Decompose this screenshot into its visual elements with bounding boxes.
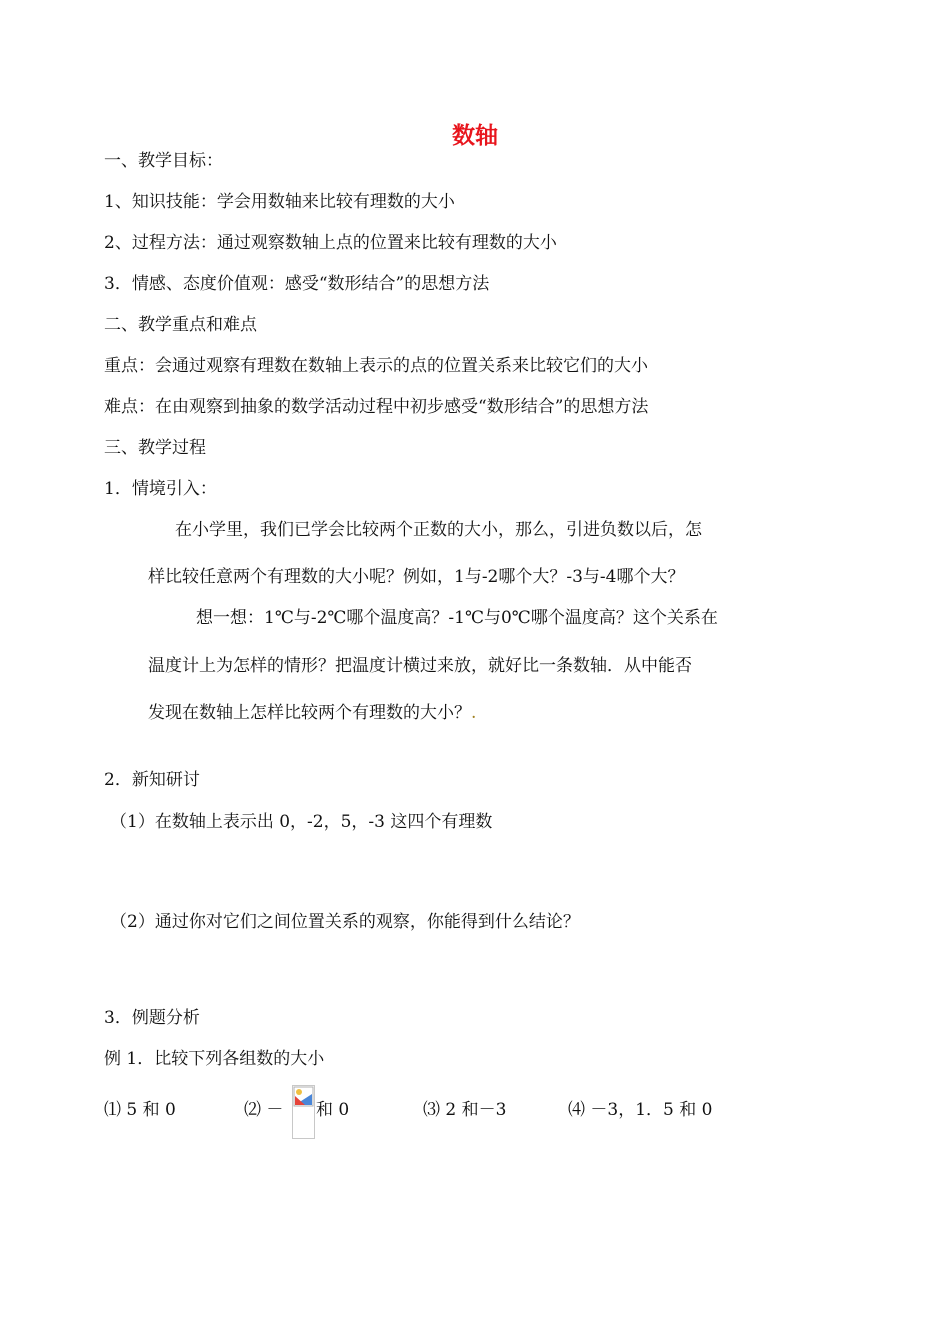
section-heading-goals: 一、教学目标： [104,151,223,171]
paragraph-line: 想一想：1℃与-2℃哪个温度高？-1℃与0℃哪个温度高？这个关系在 [196,608,718,628]
example-heading: 例 1．比较下列各组数的大小 [104,1049,325,1069]
section-heading-keypoints: 二、教学重点和难点 [104,315,257,335]
paragraph-line [148,701,476,725]
document-title: 数轴 [452,123,498,149]
paragraph-text: 发现在数轴上怎样比较两个有理数的大小？ [148,703,471,723]
goal-item: 1、知识技能：学会用数轴来比较有理数的大小 [104,192,455,212]
key-point: 重点：会通过观察有理数在数轴上表示的点的位置关系来比较它们的大小 [104,356,648,376]
example-part-2-suffix: 和 0 [316,1100,350,1120]
question-2: （2）通过你对它们之间位置关系的观察，你能得到什么结论？ [110,912,580,932]
question-1: （1）在数轴上表示出 0，-2，5，-3 这四个有理数 [110,812,493,832]
goal-item: 2、过程方法：通过观察数轴上点的位置来比较有理数的大小 [104,233,557,253]
broken-image-placeholder [292,1085,315,1139]
section-heading-process: 三、教学过程 [104,438,206,458]
example-part-3: ⑶ 2 和－3 [423,1100,507,1120]
example-part-4: ⑷ －3，1．5 和 0 [568,1100,713,1120]
paragraph-line: 样比较任意两个有理数的大小呢？例如，1与-2哪个大？-3与-4哪个大？ [148,567,685,587]
step-title: 1．情境引入： [104,479,217,499]
example-part-1: ⑴ 5 和 0 [104,1100,176,1120]
example-part-2-prefix: ⑵ － [244,1100,284,1120]
paragraph-line: 温度计上为怎样的情形？把温度计横过来放，就好比一条数轴．从中能否 [148,656,692,676]
goal-item: 3．情感、态度价值观：感受“数形结合”的思想方法 [104,274,490,294]
paragraph-line: 在小学里，我们已学会比较两个正数的大小，那么，引进负数以后，怎 [175,520,702,540]
step-title: 3．例题分析 [104,1008,200,1028]
difficult-point: 难点：在由观察到抽象的数学活动过程中初步感受“数形结合”的思想方法 [104,397,649,417]
trailing-dot: . [471,703,477,723]
step-title: 2．新知研讨 [104,770,200,790]
image-icon [293,1086,314,1108]
